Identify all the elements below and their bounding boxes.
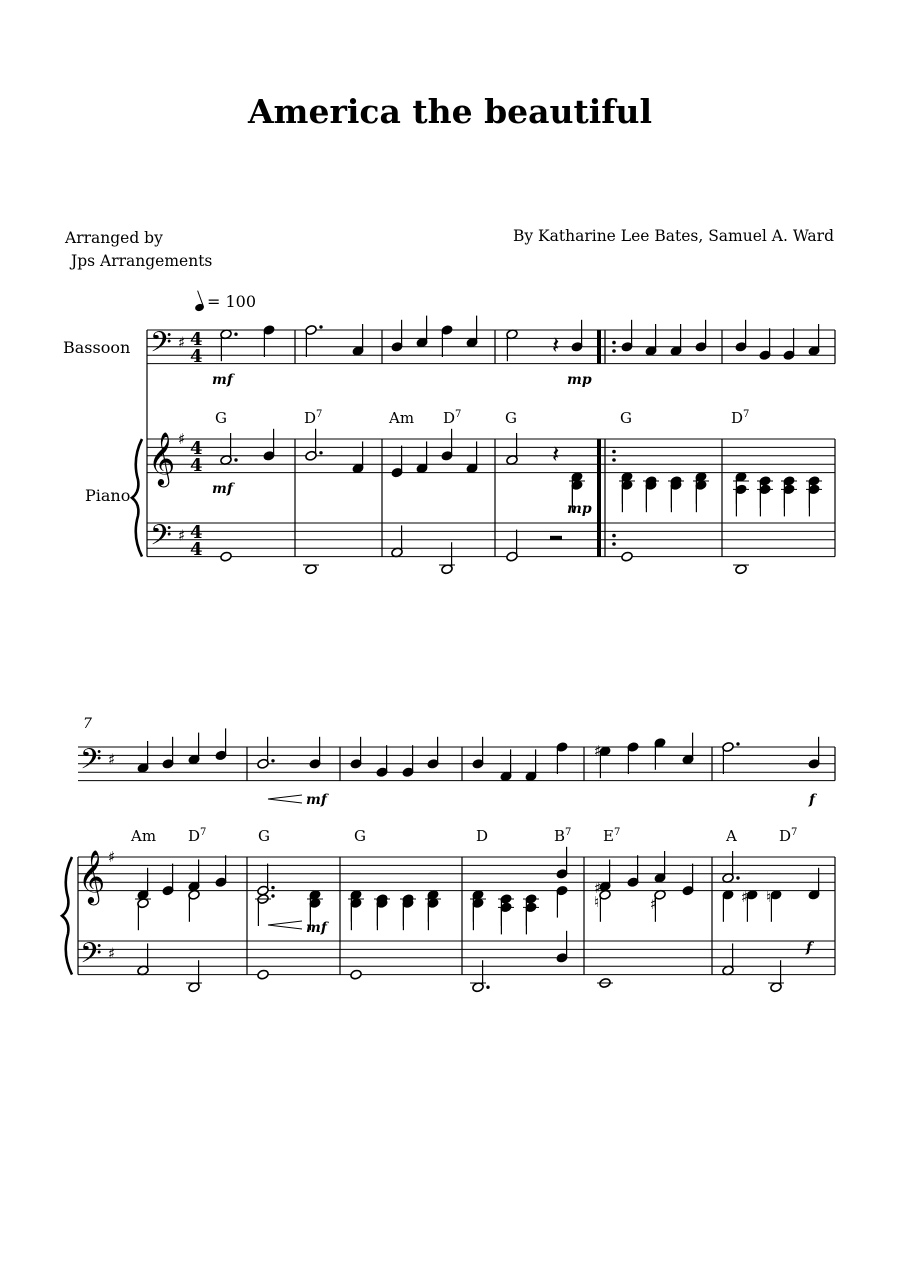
- time-signature: 4: [190, 522, 203, 543]
- chord-symbol: $D^7$: [731, 409, 750, 427]
- dynamic-marking: mf: [306, 792, 327, 808]
- chord-symbol: D: [476, 827, 489, 845]
- key-signature-sharp-icon: ♯: [178, 526, 186, 545]
- repeat-bar: [597, 330, 601, 364]
- key-signature-sharp-icon: ♯: [178, 430, 186, 448]
- natural-accidental-icon: ♮: [766, 888, 772, 906]
- half-rest-icon: [550, 536, 562, 540]
- time-signature: 4: [190, 455, 203, 476]
- augmentation-dot: [271, 886, 274, 889]
- chord-symbol: Am: [389, 409, 415, 427]
- repeat-dot: [612, 458, 616, 462]
- augmentation-dot: [486, 986, 489, 989]
- bass-clef-icon: 𝄢: [80, 743, 102, 783]
- chord-symbol: $D^7$: [779, 827, 798, 845]
- note-head: [350, 969, 362, 980]
- sharp-accidental-icon: ♯: [741, 888, 749, 906]
- piano-brace: [132, 439, 142, 557]
- dynamic-marking: mp: [567, 501, 592, 517]
- chord-symbol: G: [354, 827, 366, 845]
- instrument-label-piano: Piano: [85, 486, 131, 505]
- key-signature-sharp-icon: ♯: [108, 944, 116, 963]
- quarter-rest-icon: 𝄽: [552, 440, 560, 468]
- chord-symbol: $B^7$: [554, 827, 572, 845]
- time-signature: 4: [190, 329, 203, 350]
- bass-clef-icon: 𝄢: [80, 937, 102, 977]
- dynamic-marking: mf: [306, 920, 327, 936]
- dynamic-marking: mp: [567, 372, 592, 388]
- treble-clef-icon: 𝄞: [148, 431, 176, 485]
- crescendo-hairpin: [268, 921, 302, 929]
- augmentation-dot: [736, 742, 739, 745]
- bass-clef-icon: 𝄢: [150, 326, 172, 366]
- chord-symbol: G: [620, 409, 632, 427]
- measure-number: 7: [83, 716, 92, 732]
- chord-symbol: Am: [131, 827, 157, 845]
- augmentation-dot: [736, 876, 739, 879]
- repeat-dot: [612, 450, 616, 454]
- repeat-dot: [612, 542, 616, 546]
- repeat-dot: [612, 341, 616, 345]
- augmentation-dot: [319, 325, 322, 328]
- time-signature: 4: [190, 539, 203, 560]
- arranger-label: Arranged by: [65, 229, 163, 247]
- augmentation-dot: [234, 458, 237, 461]
- sharp-accidental-icon: ♯: [650, 895, 658, 913]
- chord-symbol: G: [258, 827, 270, 845]
- repeat-dot: [612, 349, 616, 353]
- note-head: [220, 551, 232, 562]
- time-signature: 4: [190, 438, 203, 459]
- composer-credit: By Katharine Lee Bates, Samuel A. Ward: [512, 227, 834, 245]
- key-signature-sharp-icon: ♯: [108, 848, 116, 866]
- dynamic-marking: mf: [212, 372, 233, 388]
- chord-symbol: $D^7$: [443, 409, 462, 427]
- chord-symbol: $D^7$: [304, 409, 323, 427]
- time-signature: 4: [190, 346, 203, 367]
- augmentation-dot: [271, 894, 274, 897]
- sharp-accidental-icon: ♯: [594, 879, 602, 897]
- chord-symbol: $D^7$: [188, 827, 207, 845]
- quarter-rest-icon: 𝄽: [552, 331, 560, 359]
- chord-symbol: $E^7$: [603, 827, 621, 845]
- repeat-dot: [612, 534, 616, 538]
- chord-symbol: G: [505, 409, 517, 427]
- augmentation-dot: [319, 451, 322, 454]
- bass-clef-icon: 𝄢: [150, 519, 172, 559]
- key-signature-sharp-icon: ♯: [108, 750, 116, 769]
- repeat-bar: [597, 439, 601, 557]
- instrument-label-bassoon: Bassoon: [63, 338, 131, 357]
- treble-clef-icon: 𝄞: [78, 849, 106, 903]
- chord-symbol: A: [726, 827, 737, 845]
- augmentation-dot: [234, 333, 237, 336]
- augmentation-dot: [271, 759, 274, 762]
- dynamic-marking: f: [809, 792, 816, 808]
- tempo-value: = 100: [207, 292, 257, 311]
- crescendo-hairpin: [268, 795, 302, 803]
- dynamic-marking: mf: [212, 481, 233, 497]
- note-head: [621, 551, 633, 562]
- arranger-name: Jps Arrangements: [71, 252, 213, 270]
- dynamic-marking: f: [806, 940, 813, 956]
- key-signature-sharp-icon: ♯: [178, 333, 186, 352]
- piano-brace: [62, 857, 72, 975]
- chord-symbol: G: [215, 409, 227, 427]
- note-head: [257, 969, 269, 980]
- natural-accidental-icon: ♮: [594, 893, 600, 911]
- page-title: America the beautiful: [247, 92, 653, 131]
- sharp-accidental-icon: ♯: [594, 742, 602, 760]
